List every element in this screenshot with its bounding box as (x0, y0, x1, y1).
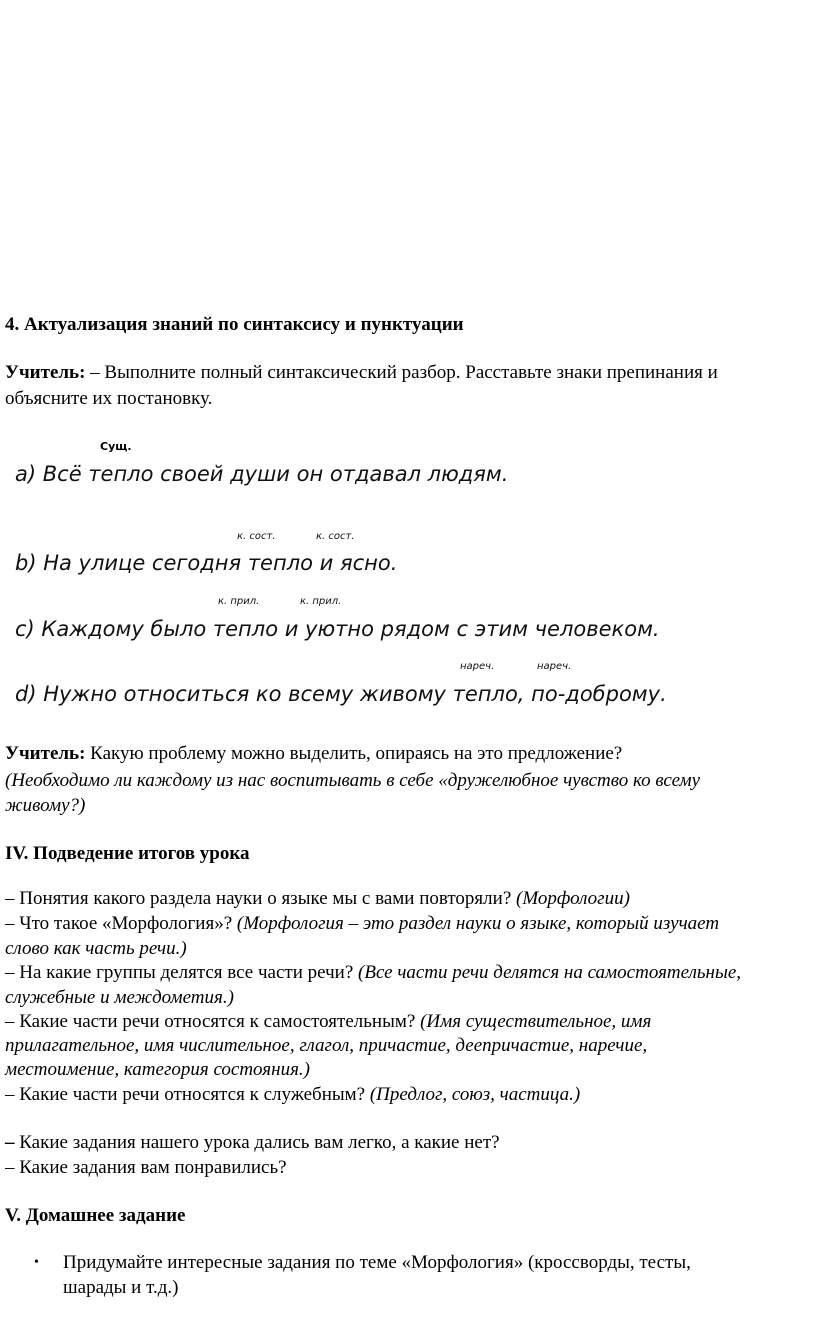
section-4-heading: 4. Актуализация знаний по синтаксису и пунктуации (5, 314, 464, 335)
summary-q5 (5, 1083, 580, 1107)
example-c-note-2: к. прил. (300, 596, 342, 607)
example-d-note-1: нареч. (460, 661, 495, 672)
summary-q3-answer: (Все части речи делятся на самостоятельные, (358, 962, 742, 983)
summary-q4 (5, 1010, 651, 1034)
example-c-sentence: c) Каждому было тепло и уютно рядом с этим человеком. (15, 617, 660, 641)
example-b-note-2: к. сост. (316, 531, 355, 542)
bullet-icon: • (34, 1255, 39, 1270)
example-d-sentence: d) Нужно относиться ко всему живому тепло, по-доброму. (15, 682, 667, 706)
teacher-instruction: – Выполните полный синтаксический разбор. Расставьте знаки препинания и (85, 362, 718, 383)
summary-q5-question: – Какие части речи относятся к служебным? (5, 1084, 370, 1105)
example-d-note-2: нареч. (537, 661, 572, 672)
section-4-teacher-line-1 (5, 361, 718, 385)
summary-q2-answer: (Морфология – это раздел науки о языке, который изучает (236, 913, 720, 934)
summary-q3 (5, 961, 741, 985)
problem-answer-line-1: (Необходимо ли каждому из нас воспитывать в себе «дружелюбное чувство ко всему (5, 770, 701, 791)
summary-q2-answer-cont: слово как часть речи.) (5, 938, 187, 959)
summary-q4-question: – Какие части речи относятся к самостоятельным? (5, 1011, 421, 1032)
summary-q5-answer: (Предлог, союз, частица.) (369, 1084, 581, 1105)
example-b-sentence: b) На улице сегодня тепло и ясно. (15, 551, 398, 575)
summary-q4-answer-cont-2: местоимение, категория состояния.) (5, 1059, 310, 1080)
summary-q4-answer-cont-1: прилагательное, имя числительное, глагол, причастие, деепричастие, наречие, (5, 1035, 648, 1056)
summary-q4-answer: (Имя существительное, имя (420, 1011, 652, 1032)
summary-q2-question: – Что такое «Морфология»? (5, 913, 237, 934)
summary-q6-dash: – (5, 1132, 15, 1153)
summary-q2 (5, 912, 719, 936)
homework-item-line-2: шарады и т.д.) (63, 1277, 179, 1298)
summary-q1-answer: (Морфологии) (516, 888, 630, 909)
teacher-label: Учитель: (5, 743, 86, 764)
homework-item-line-1: Придумайте интересные задания по теме «Морфология» (кроссворды, тесты, (63, 1252, 691, 1273)
section-iv-heading: IV. Подведение итогов урока (5, 843, 250, 864)
teacher-label: Учитель: (5, 362, 86, 383)
summary-q7: – Какие задания вам понравились? (5, 1157, 287, 1178)
summary-q3-question: – На какие группы делятся все части речи? (5, 962, 359, 983)
summary-q6 (5, 1131, 500, 1155)
example-a-sentence: a) Всё тепло своей души он отдавал людям. (15, 462, 509, 486)
problem-answer-line-2: живому?) (5, 795, 86, 816)
summary-q3-answer-cont: служебные и междометия.) (5, 987, 234, 1008)
example-b-note-1: к. сост. (237, 531, 276, 542)
section-v-heading: V. Домашнее задание (5, 1205, 186, 1226)
problem-question: Какую проблему можно выделить, опираясь на это предложение? (85, 743, 623, 764)
summary-q1-question: – Понятия какого раздела науки о языке мы с вами повторяли? (5, 888, 517, 909)
example-a-note: Сущ. (100, 440, 132, 453)
example-c-note-1: к. прил. (218, 596, 260, 607)
section-4-teacher-line-2: объясните их постановку. (5, 388, 213, 409)
summary-q6-question: Какие задания нашего урока дались вам легко, а какие нет? (14, 1132, 500, 1153)
problem-question-line (5, 742, 622, 766)
summary-q1 (5, 887, 630, 911)
